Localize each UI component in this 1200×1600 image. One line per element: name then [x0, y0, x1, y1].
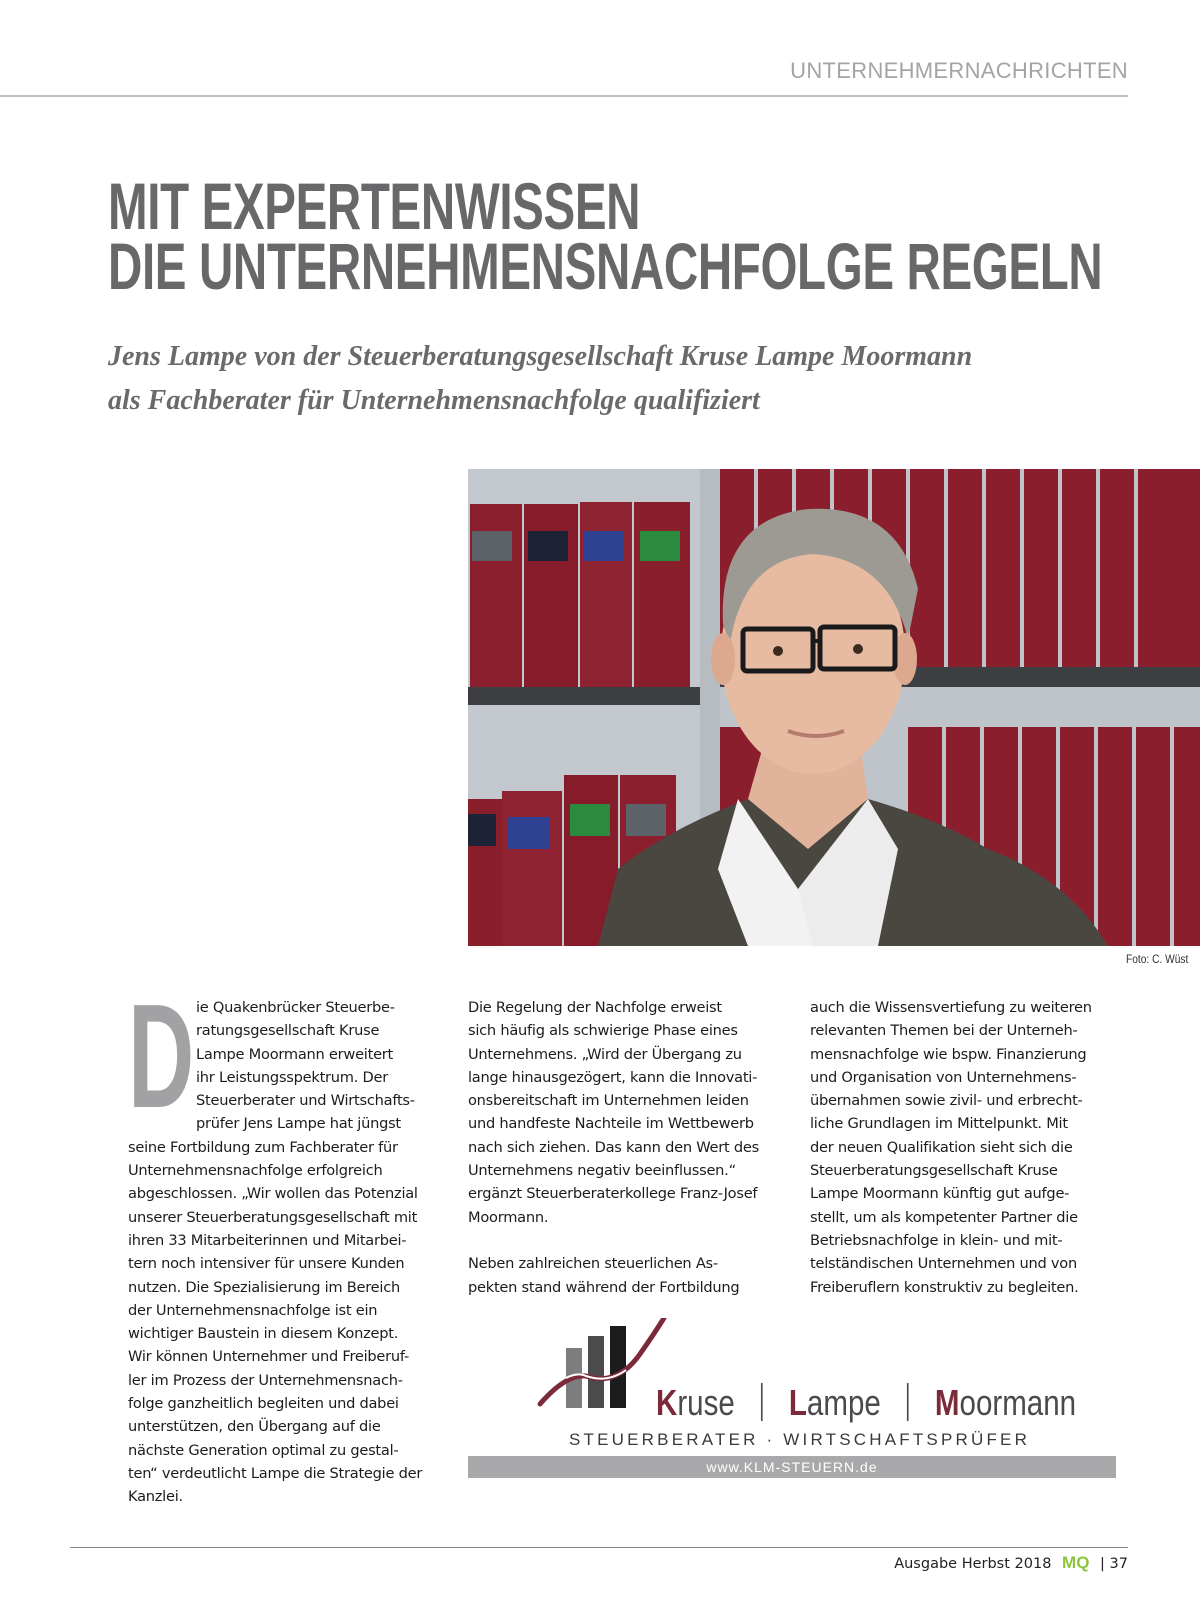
headline-line-1: MIT EXPERTENWISSEN — [108, 169, 641, 243]
page-footer — [894, 1553, 1128, 1573]
column-line: liche Grundlagen im Mittelpunkt. Mit — [810, 1115, 1068, 1133]
paragraph-gap — [468, 1229, 778, 1252]
column-line: prüfer Jens Lampe hat jüngst — [196, 1115, 401, 1133]
column-line: Kanzlei. — [128, 1488, 183, 1506]
top-divider — [0, 95, 1128, 97]
column-line: unterstützen, den Übergang auf die — [128, 1418, 381, 1436]
column-line: ergänzt Steuerberaterkollege Franz-Josef — [468, 1185, 758, 1203]
column-line: Unternehmensnachfolge erfolgreich — [128, 1162, 383, 1180]
page-number: 37 — [1109, 1556, 1128, 1572]
column-line: onsbereitschaft im Unternehmen leiden — [468, 1092, 749, 1110]
column-line: Neben zahlreichen steuerlichen As- — [468, 1255, 718, 1273]
column-line: wichtiger Baustein in diesem Konzept. — [128, 1325, 399, 1343]
column-line: seine Fortbildung zum Fachberater für — [128, 1138, 398, 1156]
portrait-illustration — [468, 469, 1200, 946]
firm-tagline: STEUERBERATER · WIRTSCHAFTSPRÜFER — [569, 1430, 1031, 1449]
headline — [108, 169, 1103, 303]
column-line: und Organisation von Unternehmens- — [810, 1068, 1077, 1086]
column-line: abgeschlossen. „Wir wollen das Potenzial — [128, 1185, 418, 1203]
name-rest-moormann: oormann — [959, 1382, 1077, 1423]
column-line: tern noch intensiver für unsere Kunden — [128, 1255, 405, 1273]
column-line: nutzen. Die Spezialisierung im Bereich — [128, 1278, 400, 1296]
name-initial-k: K — [656, 1382, 678, 1423]
issue-label: Ausgabe Herbst 2018 — [894, 1556, 1052, 1572]
column-line: Unternehmens negativ beeinflussen.“ — [468, 1162, 736, 1180]
column-line: Steuerberatungsgesellschaft Kruse — [810, 1162, 1058, 1180]
article-column-2 — [468, 996, 778, 1299]
column-line: Betriebsnachfolge in klein- und mit- — [810, 1231, 1063, 1249]
portrait-photo — [468, 469, 1200, 946]
name-initial-m: M — [934, 1382, 960, 1423]
column-line: ihren 33 Mitarbeiterinnen und Mitarbei- — [128, 1231, 407, 1249]
column-line: telständischen Unternehmen und von — [810, 1255, 1077, 1273]
column-line: auch die Wissensvertiefung zu weiteren — [810, 999, 1092, 1016]
column-line: ratungsgesellschaft Kruse — [196, 1022, 380, 1040]
column-line: ie Quakenbrücker Steuerbe- — [196, 999, 395, 1016]
column-line: Lampe Moormann erweitert — [196, 1045, 394, 1063]
name-separator — [907, 1383, 909, 1421]
column-line: Die Regelung der Nachfolge erweist — [468, 999, 722, 1016]
column-line: folge ganzheitlich begleiten und dabei — [128, 1395, 399, 1413]
column-line: sich häufig als schwierige Phase eines — [468, 1022, 738, 1040]
drop-cap: D — [128, 974, 195, 1139]
column-line: nach sich ziehen. Das kann den Wert des — [468, 1138, 759, 1156]
column-line: Wir können Unternehmer und Freiberuf- — [128, 1348, 410, 1366]
column-line: Unternehmens. „Wird der Übergang zu — [468, 1045, 742, 1063]
column-line: mensnachfolge wie bspw. Finanzierung — [810, 1045, 1087, 1063]
subtitle-line-2: als Fachberater für Unternehmensnachfolge qualifiziert — [108, 385, 760, 416]
column-line: Moormann. — [468, 1208, 549, 1226]
column-line: der Unternehmensnachfolge ist ein — [128, 1301, 378, 1319]
column-line: der neuen Qualifikation sieht sich die — [810, 1138, 1073, 1156]
article-column-1 — [128, 974, 438, 1509]
subtitle-line-1: Jens Lampe von der Steuerberatungsgesellschaft Kruse Lampe Moormann — [108, 341, 973, 372]
headline-line-2: DIE UNTERNEHMENSNACHFOLGE REGELN — [108, 229, 1103, 303]
column-line: ten“ verdeutlicht Lampe die Strategie der — [128, 1464, 423, 1482]
column-line: ler im Prozess der Unternehmensnach- — [128, 1371, 403, 1389]
name-rest-lampe: ampe — [806, 1382, 881, 1423]
column-line: Lampe Moormann künftig gut aufge- — [810, 1185, 1070, 1203]
article-column-3 — [810, 996, 1120, 1299]
column-line: übernahmen sowie zivil- und erbrecht- — [810, 1092, 1083, 1110]
column-line: stellt, um als kompetenter Partner die — [810, 1208, 1078, 1226]
column-line: pekten stand während der Fortbildung — [468, 1278, 740, 1296]
name-separator — [761, 1383, 763, 1421]
column-line: relevanten Themen bei der Unterneh- — [810, 1022, 1078, 1040]
name-rest-kruse: ruse — [677, 1382, 735, 1423]
section-label: UNTERNEHMERNACHRICHTEN — [790, 58, 1128, 83]
column-line: Steuerberater und Wirtschafts- — [196, 1092, 415, 1110]
footer-separator: | — [1100, 1556, 1105, 1572]
column-line: nächste Generation optimal zu gestal- — [128, 1441, 399, 1459]
klm-logo-ad — [468, 1318, 1116, 1480]
column-line: ihr Leistungsspektrum. Der — [196, 1068, 389, 1086]
bar-chart-logo-icon — [536, 1318, 676, 1418]
photo-credit: Foto: C. Wüst — [1125, 952, 1188, 966]
magazine-logo: MQ — [1062, 1553, 1090, 1572]
name-initial-l: L — [788, 1382, 807, 1423]
column-line: unserer Steuerberatungsgesellschaft mit — [128, 1208, 418, 1226]
column-line: lange hinausgezögert, kann die Innovati- — [468, 1068, 758, 1086]
firm-names — [656, 1382, 1076, 1424]
column-line: und handfeste Nachteile im Wettbewerb — [468, 1115, 754, 1133]
footer-divider — [70, 1547, 1128, 1548]
website-link[interactable]: www.KLM-STEUERN.de — [468, 1456, 1116, 1478]
column-line: Freiberuflern konstruktiv zu begleiten. — [810, 1278, 1079, 1296]
subtitle — [108, 335, 1108, 423]
